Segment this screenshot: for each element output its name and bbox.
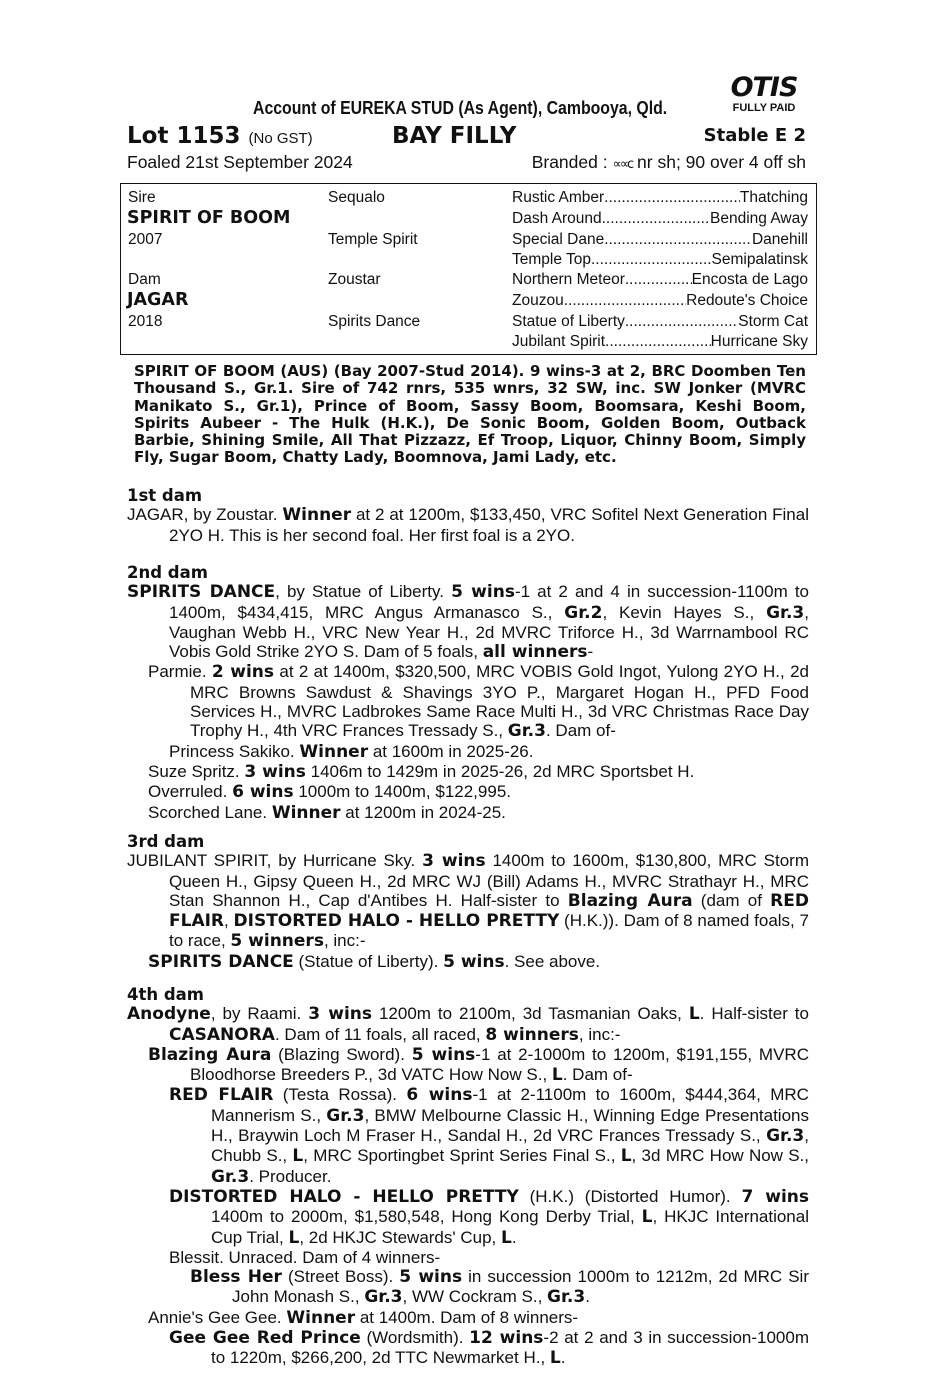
text-run: , WW Cockram S., xyxy=(402,1287,548,1307)
text-run: -1 at 2-1000m to 1200m, $191,155, MVRC Bloodhorse Breeders P., 3d VATC How Now S., xyxy=(190,1044,809,1085)
text-run: Northern Meteor xyxy=(512,271,625,288)
bold-text-run: Bless Her xyxy=(190,1267,282,1288)
text-run: Suze Spritz. xyxy=(148,761,245,781)
text-run: Bending Away xyxy=(710,210,808,227)
progeny-entry xyxy=(169,1328,809,1369)
progeny-entry xyxy=(148,952,809,972)
horse-description: BAY FILLY xyxy=(392,123,517,149)
bold-text-run: 3 wins xyxy=(244,761,306,782)
text-run: (Blazing Sword). xyxy=(271,1044,412,1064)
bold-text-run: SPIRITS DANCE xyxy=(127,582,276,603)
text-run: , BMW Melbourne Classic H., Winning Edge Presentations H., Braywin Loch M Fraser H., Sandal H., 2d VRC Frances Tressady S., xyxy=(211,1105,809,1146)
dam-label: Dam xyxy=(128,271,161,288)
dam-dam: Spirits Dance xyxy=(328,313,421,330)
text-run: (Street Boss). xyxy=(281,1267,400,1287)
bold-text-run: 12 wins xyxy=(469,1328,544,1349)
text-run: , Vaughan Webb H., VRC New Year H., 2d MVRC Triforce H., 3d Warrnambool RC Vobis Gold Strike 2YO S. Dam of 5 foals, xyxy=(169,602,809,662)
text-run: Parmie. xyxy=(148,662,212,682)
text-run: . Dam of 11 foals, all raced, xyxy=(274,1024,486,1044)
text-run: , inc:- xyxy=(323,931,366,951)
bold-text-run: Winner xyxy=(282,505,352,526)
bold-text-run: L xyxy=(688,1004,700,1025)
text-run: Princess Sakiko. xyxy=(169,741,300,761)
text-run: . Dam of- xyxy=(545,721,616,741)
text-run: . Producer. xyxy=(249,1166,332,1186)
bold-text-run: L xyxy=(501,1227,512,1248)
gen3-row xyxy=(512,270,808,290)
gst-note: (No GST) xyxy=(248,130,313,147)
bold-text-run: RED FLAIR xyxy=(169,890,809,932)
otis-logo xyxy=(722,74,806,114)
bold-text-run: Blazing Aura xyxy=(148,1044,272,1065)
bold-text-run: Blazing Aura xyxy=(567,890,693,911)
text-run: (Wordsmith). xyxy=(360,1328,470,1348)
text-run: Thatching xyxy=(739,189,808,206)
bold-text-run: all winners xyxy=(482,642,588,663)
progeny-entry xyxy=(169,1187,809,1248)
text-run: Special Dane xyxy=(512,231,605,248)
progeny-entry xyxy=(148,662,809,741)
section-heading: 4th dam xyxy=(127,985,204,1004)
text-run: -2 at 2 and 3 in succession-1000m to 1220m, $266,200, 2d TTC Newmarket H., xyxy=(211,1328,809,1368)
dam-year: 2018 xyxy=(128,313,163,330)
text-run: 1406m to 1429m in 2025-26, 2d MRC Sportsbet H. xyxy=(305,761,695,781)
progeny-entry xyxy=(148,782,809,802)
text-run: - xyxy=(587,642,594,662)
text-run: Danehill xyxy=(751,231,808,248)
text-run: -1 at 2 and 4 in succession-1100m to 1400m, $434,415, MRC Angus Armanasco S., xyxy=(169,582,809,622)
text-run: , Chubb S., xyxy=(211,1126,809,1166)
text-run: 1400m to 1600m, $130,800, MRC Storm Queen H., Gipsy Queen H., 2d MRC WJ (Bill) Adams H., MVRC Strathayr H., MRC Stan Shannon H., Cap d'Antibes H. Half-sister to xyxy=(169,851,809,910)
text-run: Semipalatinsk xyxy=(711,251,808,268)
bold-text-run: 6 wins xyxy=(232,782,294,803)
text-run: (H.K.)). Dam of 8 named foals, 7 to race, xyxy=(169,911,810,951)
text-run: Scorched Lane. xyxy=(148,802,272,822)
text-run: -1 at 2-1100m to 1600m, $444,364, MRC Mannerism S., xyxy=(211,1085,809,1125)
progeny-entry xyxy=(148,1308,809,1328)
progeny-entry xyxy=(148,803,809,823)
dam-paragraph xyxy=(127,851,809,951)
text-run: (H.K.) (Distorted Humor). xyxy=(518,1186,742,1206)
text-run: (Testa Rossa). xyxy=(273,1085,407,1105)
bold-text-run: L xyxy=(549,1348,561,1369)
bold-text-run: 3 wins xyxy=(422,851,486,872)
sire-dam: Temple Spirit xyxy=(328,231,418,248)
gen3-row xyxy=(512,312,808,332)
text-run: , by Raami. xyxy=(210,1004,309,1024)
progeny-entry xyxy=(169,742,809,762)
lot-number xyxy=(127,122,313,153)
text-run: JUBILANT SPIRIT, by Hurricane Sky. xyxy=(127,851,423,871)
bold-text-run: Winner xyxy=(286,1307,356,1328)
section-heading: 3rd dam xyxy=(127,832,205,851)
bold-text-run: Gr.3 xyxy=(326,1105,365,1126)
gen3-row xyxy=(512,230,808,250)
text-run: , HKJC International Cup Trial, xyxy=(211,1207,809,1247)
text-run: Dash Around xyxy=(512,210,602,227)
sire-label: Sire xyxy=(128,189,156,206)
bold-text-run: DISTORTED HALO - HELLO PRETTY xyxy=(233,911,560,932)
text-run: at 2 at 1400m, $320,500, MRC VOBIS Gold Ingot, Yulong 2YO H., 2d MRC Browns Sawdust & Shavings 3YO P., Margaret Hogan H., PFD Food Services H., MVRC Ladbrokes Same Race Multi H., 3d VRC Christmas Race Day Trophy H., 4th VRC Frances Tressady S., xyxy=(190,662,809,741)
bold-text-run: 5 wins xyxy=(399,1267,463,1288)
bold-text-run: Gr.2 xyxy=(564,602,603,623)
bold-text-run: Gee Gee Red Prince xyxy=(169,1328,361,1349)
text-run: . Dam of- xyxy=(562,1065,633,1085)
text-run: at 2 at 1200m, $133,450, VRC Sofitel Next Generation Final 2YO H. This is her second foal. Her first foal is a 2YO. xyxy=(169,505,809,545)
sire-sire: Sequalo xyxy=(328,189,385,206)
text-run: 1400m to 2000m, $1,580,548, Hong Kong Derby Trial, xyxy=(211,1207,642,1227)
progeny-entry xyxy=(148,1045,809,1086)
text-run: Rustic Amber xyxy=(512,189,605,206)
text-run: Annie's Gee Gee. xyxy=(148,1307,287,1327)
bold-text-run: Anodyne xyxy=(127,1004,211,1025)
text-run: JAGAR, by Zoustar. xyxy=(127,505,283,525)
dam-paragraph xyxy=(127,505,809,545)
bold-text-run: L xyxy=(288,1227,300,1248)
text-run: Zouzou xyxy=(512,292,564,309)
text-run: , MRC Sportingbet Sprint Series Final S., xyxy=(303,1146,621,1166)
vendor-account: Account of EUREKA STUD (As Agent), Cambooya, Qld. xyxy=(253,98,668,118)
second-dam-section xyxy=(127,563,809,823)
bold-text-run: Gr.3 xyxy=(547,1287,586,1308)
bold-text-run: L xyxy=(620,1146,632,1167)
bold-text-run: SPIRITS DANCE xyxy=(148,951,294,972)
progeny-entry xyxy=(148,762,809,782)
text-run: nr sh; 90 over 4 off sh xyxy=(632,152,806,172)
logo-mark: OTIS xyxy=(730,72,798,103)
text-run: Storm Cat xyxy=(738,313,808,330)
bold-text-run: Winner xyxy=(299,741,369,762)
text-run: , 3d MRC How Now S., xyxy=(631,1146,810,1166)
text-run: Branded : xyxy=(531,152,613,172)
text-run: (Statue of Liberty). xyxy=(293,951,444,971)
fourth-dam-section xyxy=(127,985,809,1369)
text-run: . Half-sister to xyxy=(699,1004,809,1024)
text-run: at 1400m. Dam of 8 winners- xyxy=(355,1307,579,1327)
progeny-entry: Blessit. Unraced. Dam of 4 winners- xyxy=(169,1247,441,1267)
dam-sire: Zoustar xyxy=(328,271,381,288)
text-run: Overruled. xyxy=(148,782,233,802)
third-dam-section xyxy=(127,832,809,972)
text-run: , Kevin Hayes S., xyxy=(602,602,767,622)
bold-text-run: 2 wins xyxy=(211,662,275,683)
bold-text-run: 8 winners xyxy=(485,1024,579,1045)
text-run: . See above. xyxy=(504,951,601,971)
bold-text-run: Winner xyxy=(271,802,341,823)
bold-text-run: 5 wins xyxy=(451,582,515,603)
text-run: . xyxy=(511,1227,517,1247)
sire-year: 2007 xyxy=(128,231,163,248)
text-run: 1000m to 1400m, $122,995. xyxy=(293,782,511,802)
text-run: , inc:- xyxy=(578,1024,621,1044)
text-run: . xyxy=(560,1348,566,1368)
bold-text-run: L xyxy=(551,1065,563,1086)
text-run: , 2d HKJC Stewards' Cup, xyxy=(299,1227,501,1247)
dam-paragraph xyxy=(127,582,809,662)
text-run: , by Statue of Liberty. xyxy=(275,582,452,602)
bold-text-run: Gr.3 xyxy=(507,721,546,742)
bold-text-run: L xyxy=(292,1146,304,1167)
text-run: Encosta de Lago xyxy=(691,271,808,288)
pedigree-table xyxy=(120,183,817,355)
bold-text-run: 5 wins xyxy=(411,1044,476,1065)
bold-text-run: 3 wins xyxy=(308,1004,372,1025)
section-heading: 2nd dam xyxy=(127,563,208,582)
bold-text-run: 5 winners xyxy=(230,931,324,952)
bold-text-run: DISTORTED HALO - HELLO PRETTY xyxy=(169,1186,519,1207)
text-run: Statue of Liberty xyxy=(512,313,625,330)
logo-subtitle: FULLY PAID xyxy=(732,102,796,114)
dam-paragraph xyxy=(127,1004,809,1045)
bold-text-run: Gr.3 xyxy=(211,1166,250,1187)
lot-label: Lot 1153 xyxy=(127,123,241,149)
text-run: (dam of xyxy=(692,890,771,910)
sire-name: SPIRIT OF BOOM xyxy=(127,208,291,228)
text-run: Hurricane Sky xyxy=(710,333,808,350)
bold-text-run: 7 wins xyxy=(741,1186,809,1207)
gen3-row xyxy=(512,188,808,208)
first-dam-section xyxy=(127,486,809,545)
text-run: Jubilant Spirit xyxy=(512,333,606,350)
bold-text-run: Gr.3 xyxy=(364,1287,403,1308)
text-run: Redoute's Choice xyxy=(686,292,808,309)
gen3-row xyxy=(512,332,808,352)
brand-info xyxy=(532,153,806,174)
sire-summary: SPIRIT OF BOOM (AUS) (Bay 2007-Stud 2014). 9 wins-3 at 2, BRC Doomben Ten Thousand S., Gr.1. Sire of 742 rnrs, 535 wnrs, 32 SW, inc. SW Jonker (MVRC Manikato S., Gr.1), Prince of Boom, Sassy Boom, Boomsara, Keshi Boom, Spirits Aubeer - The Hulk (H.K.), De Sonic Boom, Golden Boom, Outback Barbie, Shining Smile, All That Pizzazz, Ef Troop, Liquor, Chinny Boom, Simply Fly, Sugar Boom, Chatty Lady, Boomnova, Jami Lady, etc. xyxy=(134,362,806,467)
dam-name: JAGAR xyxy=(127,290,189,310)
progeny-entry xyxy=(169,1085,809,1186)
bold-text-run: 5 wins xyxy=(443,951,505,972)
brand-mark: ∝∝c xyxy=(612,157,633,172)
text-run: at 1200m in 2024-25. xyxy=(340,802,506,822)
text-run: in succession 1000m to 1212m, 2d MRC Sir John Monash S., xyxy=(232,1267,809,1307)
text-run: . xyxy=(585,1287,590,1307)
gen3-row xyxy=(512,209,808,229)
bold-text-run: RED FLAIR xyxy=(169,1085,274,1106)
foaled-date: Foaled 21st September 2024 xyxy=(127,152,353,172)
gen3-row xyxy=(512,250,808,270)
bold-text-run: Gr.3 xyxy=(766,602,805,623)
text-run: at 1600m in 2025-26. xyxy=(368,741,534,761)
bold-text-run: CASANORA xyxy=(169,1024,275,1045)
text-run: 1200m to 2100m, 3d Tasmanian Oaks, xyxy=(372,1004,689,1024)
text-run: Temple Top xyxy=(512,251,591,268)
bold-text-run: L xyxy=(641,1207,653,1228)
progeny-entry xyxy=(190,1267,809,1308)
text-run: , xyxy=(224,911,234,931)
bold-text-run: Gr.3 xyxy=(766,1126,805,1147)
bold-text-run: 6 wins xyxy=(406,1085,473,1106)
stable-location: Stable E 2 xyxy=(703,125,806,146)
gen3-row xyxy=(512,291,808,311)
section-heading: 1st dam xyxy=(127,486,203,505)
